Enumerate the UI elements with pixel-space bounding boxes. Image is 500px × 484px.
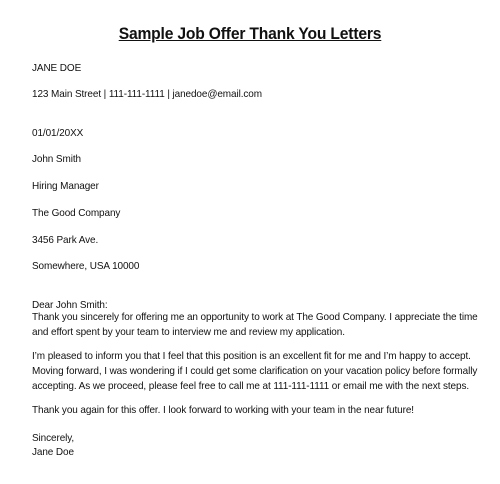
recipient-city: Somewhere, USA 10000 (32, 260, 140, 272)
sender-contact: 123 Main Street | 111-111-1111 | janedoe@email.com (32, 88, 262, 100)
recipient-name: John Smith (32, 153, 81, 165)
salutation: Dear John Smith: (32, 299, 108, 311)
paragraph-1 (32, 310, 492, 340)
paragraph-2-line: Moving forward, I was wondering if I could get some clarification on your vacation policy before formally (32, 365, 478, 377)
paragraph-3 (32, 403, 492, 418)
paragraph-1-line: and effort spent by your team to interview me and review my application. (32, 326, 345, 338)
paragraph-2-line: accepting. As we proceed, please feel free to call me at 111-111-1111 or email me with the next steps. (32, 380, 470, 392)
document-title: Sample Job Offer Thank You Letters (118, 24, 382, 43)
recipient-street: 3456 Park Ave. (32, 234, 99, 246)
sender-name: JANE DOE (32, 62, 82, 74)
paragraph-1-line: Thank you sincerely for offering me an opportunity to work at The Good Company. I appreciate the time (32, 311, 478, 323)
recipient-position: Hiring Manager (32, 180, 99, 192)
paragraph-3-line: Thank you again for this offer. I look forward to working with your team in the near future! (32, 404, 414, 416)
closing: Sincerely, (32, 432, 75, 444)
signature: Jane Doe (32, 446, 74, 458)
paragraph-2-line: I’m pleased to inform you that I feel that this position is an excellent fit for me and I’m happy to accept. (32, 350, 471, 362)
letter-date: 01/01/20XX (32, 127, 84, 139)
paragraph-2 (32, 349, 492, 394)
recipient-company: The Good Company (32, 207, 121, 219)
